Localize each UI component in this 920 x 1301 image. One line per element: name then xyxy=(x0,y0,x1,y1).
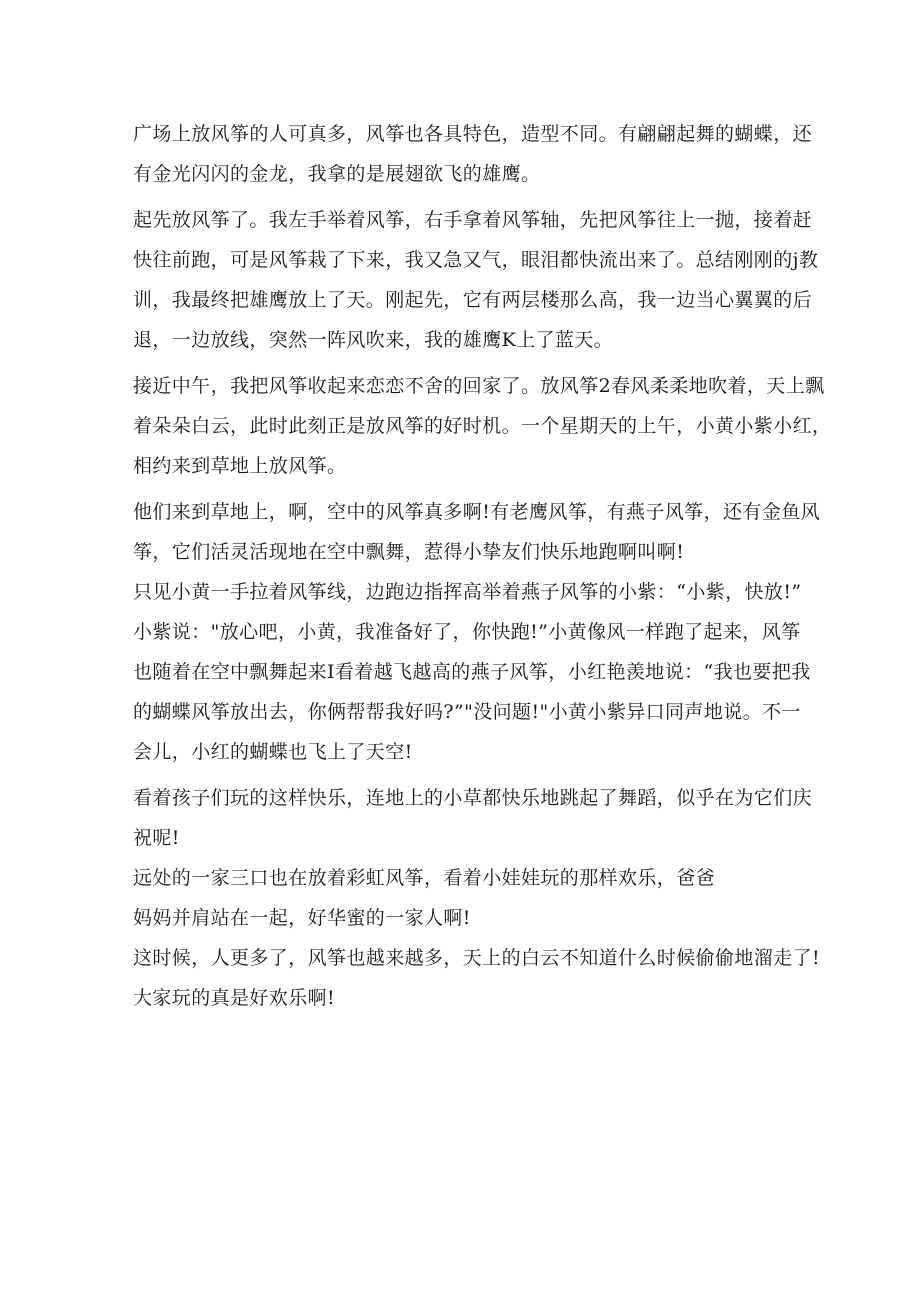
text-line: 起先放风筝了。我左手举着风筝，右手拿着风筝轴，先把风筝往上一抛，接着赶 xyxy=(133,209,813,231)
text-line: 的蝴蝶风筝放出去，你俩帮帮我好吗?”"没问题!"小黄小紫异口同声地说。不一 xyxy=(133,701,801,723)
text-line: 小紫说："放心吧，小黄，我准备好了，你快跑!”小黄像风一样跑了起来，风筝 xyxy=(133,621,801,643)
text-line: 广场上放风筝的人可真多，风筝也各具特色，造型不同。有翩翩起舞的蝴蝶，还 xyxy=(133,123,813,145)
text-line: 远处的一家三口也在放着彩虹风筝，看着小娃娃玩的那样欢乐，爸爸 xyxy=(133,867,716,889)
text-line: 大家玩的真是好欢乐啊! xyxy=(133,987,336,1009)
text-line: 看着孩子们玩的这样快乐，连地上的小草都快乐地跳起了舞蹈，似乎在为它们庆 xyxy=(133,787,813,809)
text-line: 相约来到草地上放风筝。 xyxy=(133,455,347,477)
text-line: 接近中午，我把风筝收起来恋恋不舍的回家了。放风筝2春风柔柔地吹着，天上飘 xyxy=(133,375,825,397)
text-line: 这时候，人更多了，风筝也越来越多，天上的白云不知道什么时候偷偷地溜走了! xyxy=(133,947,821,969)
text-line: 妈妈并肩站在一起，好华蜜的一家人啊! xyxy=(133,907,471,929)
text-line: 有金光闪闪的金龙，我拿的是展翅欲飞的雄鹰。 xyxy=(133,163,541,185)
text-line: 祝呢! xyxy=(133,827,180,849)
text-line: 他们来到草地上，啊，空中的风筝真多啊!有老鹰风筝，有燕子风筝，还有金鱼风 xyxy=(133,501,821,523)
text-line: 也随着在空中飘舞起来I看着越飞越高的燕子风筝，小红艳羡地说：“我也要把我 xyxy=(133,661,811,683)
text-line: 退，一边放线，突然一阵风吹来，我的雄鹰K上了蓝天。 xyxy=(133,329,614,351)
text-line: 快往前跑，可是风筝栽了下来，我又急又气，眼泪都快流出来了。总结刚刚的j教 xyxy=(133,249,819,271)
text-line: 筝，它们活灵活现地在空中飘舞，惹得小挚友们快乐地跑啊叫啊! xyxy=(133,541,685,563)
document-body xyxy=(133,114,832,1018)
text-line: 会儿，小红的蝴蝶也飞上了天空! xyxy=(133,741,413,763)
text-line: 只见小黄一手拉着风筝线，边跑边指挥高举着燕子风筝的小紫：“小紫，快放!” xyxy=(133,581,802,603)
text-line: 训，我最终把雄鹰放上了天。刚起先，它有两层楼那么高，我一边当心翼翼的后 xyxy=(133,289,813,311)
text-line: 着朵朵白云，此时此刻正是放风筝的好时机。一个星期天的上午，小黄小紫小红， xyxy=(133,415,832,437)
